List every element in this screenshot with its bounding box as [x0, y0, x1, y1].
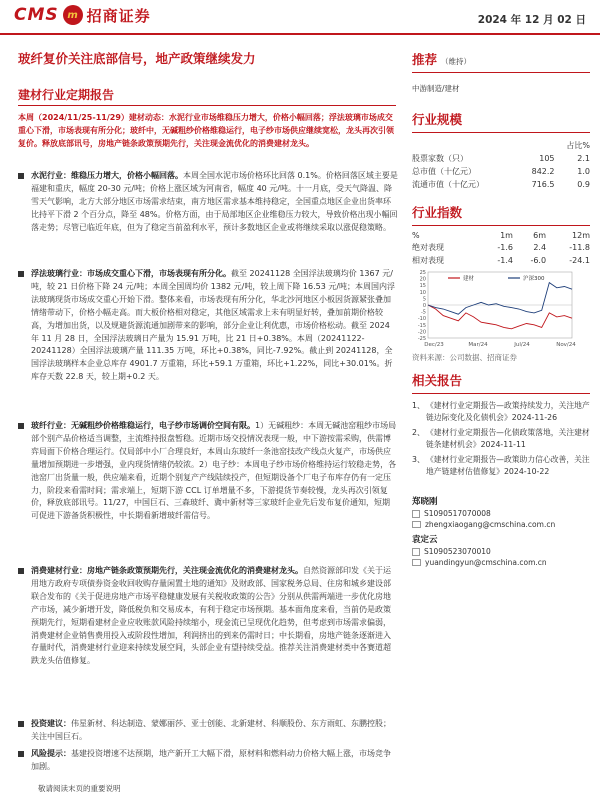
section-text: 截至 20241128 全国浮法玻璃均价 1367 元/吨，较 21 日价格下降 24 元/吨；本周全国周均价 1382 元/吨，较上周下降 16.53 元/吨；本周国内浮法玻璃现货市场成交重心开始下滑。整体来看，市场表现有所分化，华北沙河地区小板因货源紧张叠加情绪带动下，价格小幅走高。而大板价格相对稳定，其他区域需求上未有明显好转，叠加前期价格较高，为增加出货，以及规避货源流通加剧带来的影响，部分企业让利优惠，市场价格松动。截至 2024 年 11 月 28 日，全国浮法玻璃日产量为 15.91 万吨，比 21 日+0.38%。本周（20241122-20241128）全国浮法玻璃产量 111.35 万吨，环比+0.38%，同比-7.92%。截止到 20241128，全国浮法玻璃样本企业总库存 4901.7 万重箱，环比+59.1 万重箱，环比+1.22%，同比+30.01%。折库存天数 22.8 天，较上期+0.2 天。	[31, 269, 396, 382]
mail-icon	[412, 521, 421, 528]
section-head: 水泥行业：维稳压力增大，价格小幅回落。	[31, 171, 183, 180]
analyst-email-text[interactable]: zhengxiaogang@cmschina.com.cn	[425, 520, 556, 529]
section-consumer-building	[18, 565, 398, 668]
analyst-id	[412, 547, 590, 556]
row-value: 716.5	[531, 180, 555, 189]
bullet-icon	[18, 271, 24, 277]
table-header-row	[412, 230, 590, 241]
row-value: -11.8	[569, 243, 590, 252]
y-tick-label: -5	[421, 309, 426, 316]
related-list	[412, 400, 590, 477]
y-tick-label: -20	[417, 329, 426, 336]
series-line-建材	[428, 305, 572, 329]
y-tick-label: 25	[419, 270, 426, 276]
row-value: 842.2	[531, 167, 555, 176]
analyst-id-text: S1090517070008	[424, 509, 491, 518]
analyst-id-text: S1090523070010	[424, 547, 491, 556]
id-icon	[412, 510, 420, 518]
section-head: 浮法玻璃行业：市场成交重心下滑，市场表现有所分化。	[31, 269, 231, 278]
related-num: 2、	[412, 428, 425, 437]
section-cement	[18, 170, 398, 235]
rating-block	[412, 50, 590, 68]
analyst-email[interactable]	[412, 520, 590, 529]
scale-table	[412, 139, 590, 191]
index-line-chart	[412, 266, 590, 350]
rating-note: （维持）	[441, 57, 472, 66]
scale-unit: 占比%	[566, 141, 590, 150]
index-divider	[412, 225, 590, 226]
logo-cms: CMS	[14, 5, 59, 25]
index-title: 行业指数	[412, 205, 463, 220]
header	[0, 0, 600, 34]
id-icon	[412, 548, 420, 556]
row-value: 0.9	[577, 180, 590, 189]
bullet-icon	[18, 751, 24, 757]
row-label: 流通市值（十亿元）	[412, 180, 484, 189]
section-head: 玻纤行业：无碱粗纱价格维稳运行，电子纱市场调价空间有限。	[31, 421, 255, 430]
x-tick-label: Jul/24	[514, 342, 530, 348]
section-glass	[18, 268, 398, 384]
related-num: 1、	[412, 401, 425, 410]
right-lower	[412, 352, 590, 567]
analyst-email[interactable]	[412, 558, 590, 567]
mail-icon	[412, 559, 421, 566]
company-logo	[14, 4, 151, 26]
bullet-icon	[18, 423, 24, 429]
analyst-name: 袁定云	[412, 535, 438, 545]
related-report[interactable]	[412, 427, 590, 450]
analyst-email-text[interactable]: yuandingyun@cmschina.com.cn	[425, 558, 547, 567]
related-divider	[412, 393, 590, 394]
logo-mark: m	[63, 5, 83, 25]
y-tick-label: 15	[419, 283, 426, 290]
section-risk	[18, 748, 398, 774]
summary-paragraph	[18, 111, 398, 150]
table-row	[412, 178, 590, 191]
logo-cn: 招商证券	[86, 6, 151, 25]
bullet-icon	[18, 568, 24, 574]
row-label: 总市值（十亿元）	[412, 167, 476, 176]
y-tick-label: -15	[417, 322, 426, 329]
industry-label: 中游制造/建材	[412, 84, 460, 93]
section-investment	[18, 718, 398, 744]
rating-divider	[412, 72, 590, 73]
related-text: 《建材行业定期报告—政策助力信心改善，关注地产链建材估值修复》2024-10-22	[426, 455, 590, 476]
summary-highlight: 水泥行业市场维稳压力增大，价格小幅回落；浮法玻璃市场成交重心下滑，市场表现有所分化；玻纤中，无碱粗纱价格维稳运行，电子纱市场供应继续宽松，龙头再次引领复价。释放底部讯号，房地产链条政策预期先行，关注现金流优化的消费建材龙头。	[18, 113, 394, 148]
series-line-沪深300	[428, 283, 572, 315]
table-row	[412, 241, 590, 254]
x-tick-label: Mar/24	[468, 342, 488, 348]
x-tick-label: Dec/23	[424, 342, 444, 348]
row-label: 绝对表现	[412, 243, 444, 252]
table-row	[412, 165, 590, 178]
rating-label: 推荐	[412, 52, 438, 67]
section-text: 自然资源部印发《关于运用地方政府专项债券资金收回收购存量闲置土地的通知》及财政部、国家税务总局、住房和城乡建设部联合发布的《关于促进房地产市场平稳健康发展有关税收政策的公告》分别从供需两端进一步优化房地产市场，减少新增开发，降低税负和交易成本，有利于稳定市场预期。基本面角度来看，当前仍是政策预期先行，短期看建材企业应收账款风险持续缩小，现金流已呈现优化趋势，但考虑到市场需求偏弱，消费建材企业销售费用投入或阶段性增加，利润挤出的到来仍需时日；中长期看，房地产链条逐渐进入存量时代，消费建材行业迎来持续发展空间，头部企业有望持续受益。推荐关注消费建材类中各赛道超跌龙头估值修复。	[31, 566, 391, 666]
row-label: 相对表现	[412, 256, 444, 265]
y-tick-label: -25	[417, 336, 426, 342]
y-tick-label: 5	[422, 296, 426, 303]
report-title: 玻纤复价关注底部信号，地产政策继续发力	[18, 51, 256, 66]
bullet-icon	[18, 721, 24, 727]
row-value: -1.4	[497, 256, 513, 265]
left-column	[18, 50, 396, 68]
row-label: 股票家数（只）	[412, 154, 468, 163]
section-fiberglass	[18, 420, 398, 523]
analyst-id	[412, 509, 590, 518]
y-tick-label: 10	[419, 289, 426, 296]
scale-title: 行业规模	[412, 112, 463, 127]
x-tick-label: Nov/24	[556, 342, 576, 348]
table-row	[412, 152, 590, 165]
related-report[interactable]	[412, 454, 590, 477]
analyst-name: 郑晓刚	[412, 497, 438, 507]
related-title: 相关报告	[412, 373, 463, 388]
header-divider	[0, 33, 600, 35]
header-cell: 1m	[500, 231, 513, 240]
analyst-block	[412, 495, 590, 567]
scale-divider	[412, 132, 590, 133]
section-text: 伟星新材、科达制造、蒙娜丽莎、亚士创能、北新建材、科顺股份、东方雨虹、东鹏控股；关注中国巨石。	[31, 719, 391, 741]
row-value: -24.1	[569, 256, 590, 265]
section-text: 本周全国水泥市场价格环比回落 0.1%。价格回落区域主要是福建和重庆，幅度 20-30 元/吨；价格上涨区域为河南省，幅度 40 元/吨。十一月底，受天气降温、降雪天气影响，北方大部分地区市场需求结束，南方地区需求基本维持稳定，全国重点地区企业出货率环比持平下滑 2 个百分点，降至 48%。价格方面，由于局部地区企业维稳压力较大，导致价格出现小幅回落走势；尽管已临近年底，但为了稳定当前盈利水平，预计多数地区企业或将继续采取以涨促稳策略。	[31, 171, 398, 232]
report-date: 2024 年 12 月 02 日	[477, 14, 586, 26]
header-cell: %	[412, 231, 420, 240]
row-value: -6.0	[530, 256, 547, 265]
index-table	[412, 230, 590, 267]
right-column	[412, 40, 590, 267]
related-num: 3、	[412, 455, 425, 464]
related-text: 《建材行业定期报告—化债政策落地，关注建材链条建材机会》2024-11-11	[426, 428, 590, 449]
row-value: 1.0	[577, 167, 590, 176]
bullet-icon	[18, 173, 24, 179]
row-value: 2.1	[577, 154, 590, 163]
related-report[interactable]	[412, 400, 590, 423]
y-tick-label: 0	[422, 303, 426, 309]
row-value: -1.6	[497, 243, 513, 252]
y-tick-label: -10	[417, 316, 426, 323]
y-tick-label: 20	[419, 276, 426, 283]
section-head: 风险提示：	[31, 749, 71, 758]
legend-label: 建材	[463, 276, 475, 282]
table-header-row	[412, 139, 590, 152]
section-head: 消费建材行业：房地产链条政策预期先行，关注现金流优化的消费建材龙头。	[31, 566, 303, 575]
related-text: 《建材行业定期报告—政策持续发力，关注地产链边际变化及化债机会》2024-11-26	[426, 401, 590, 422]
header-cell: 6m	[533, 231, 547, 240]
row-value: 2.4	[533, 243, 547, 252]
summary-lead: 本周（2024/11/25-11/29）建材动态：	[18, 113, 169, 122]
report-subtitle: 建材行业定期报告	[18, 88, 115, 102]
subtitle-divider	[18, 105, 396, 106]
section-head: 投资建议：	[31, 719, 71, 728]
row-value: 105	[539, 154, 555, 163]
header-cell: 12m	[572, 231, 590, 240]
section-text: 基建投资增速不达预期，地产新开工大幅下滑，原材料和燃料动力价格大幅上涨，市场竞争加剧。	[31, 749, 391, 771]
legend-label: 沪深300	[523, 276, 545, 282]
footer-note: 敬请阅读末页的重要说明	[38, 784, 121, 793]
section-text: 1）无碱粗纱：本周无碱池窑粗纱市场局部个别产品价格适当调整，主流维持报盘暂稳。近期市场交投情况表现一般，中下游按需采购，供需博弈局面下价格合理运行。仅局部中小厂合理良好，本周山东玻纤一条池窑技改产线点火复产，市场供应量增加预期进一步增强，业内现货情绪仍较浓。2）电子纱：本周电子纱市场价格维持运行较稳走势，各池窑厂出货量一般，供应端来看，近期个别复产产线陆续投产，但短期设备个厂电子布库存仍有一定压力，阶段来看需时间；需求端上，短期下游 CCL 订单增量不多，下游提货节奏较慢，龙头再次引领复价，释放底部讯号。11/27，中国巨石、三森玻纤、冀中新材等三家玻纤企业先后发布复价通知，短期可促进下游备货积极性，中长期看新增玻纤需信号。	[31, 421, 397, 521]
chart-source: 资料来源：公司数据、招商证券	[412, 353, 517, 362]
